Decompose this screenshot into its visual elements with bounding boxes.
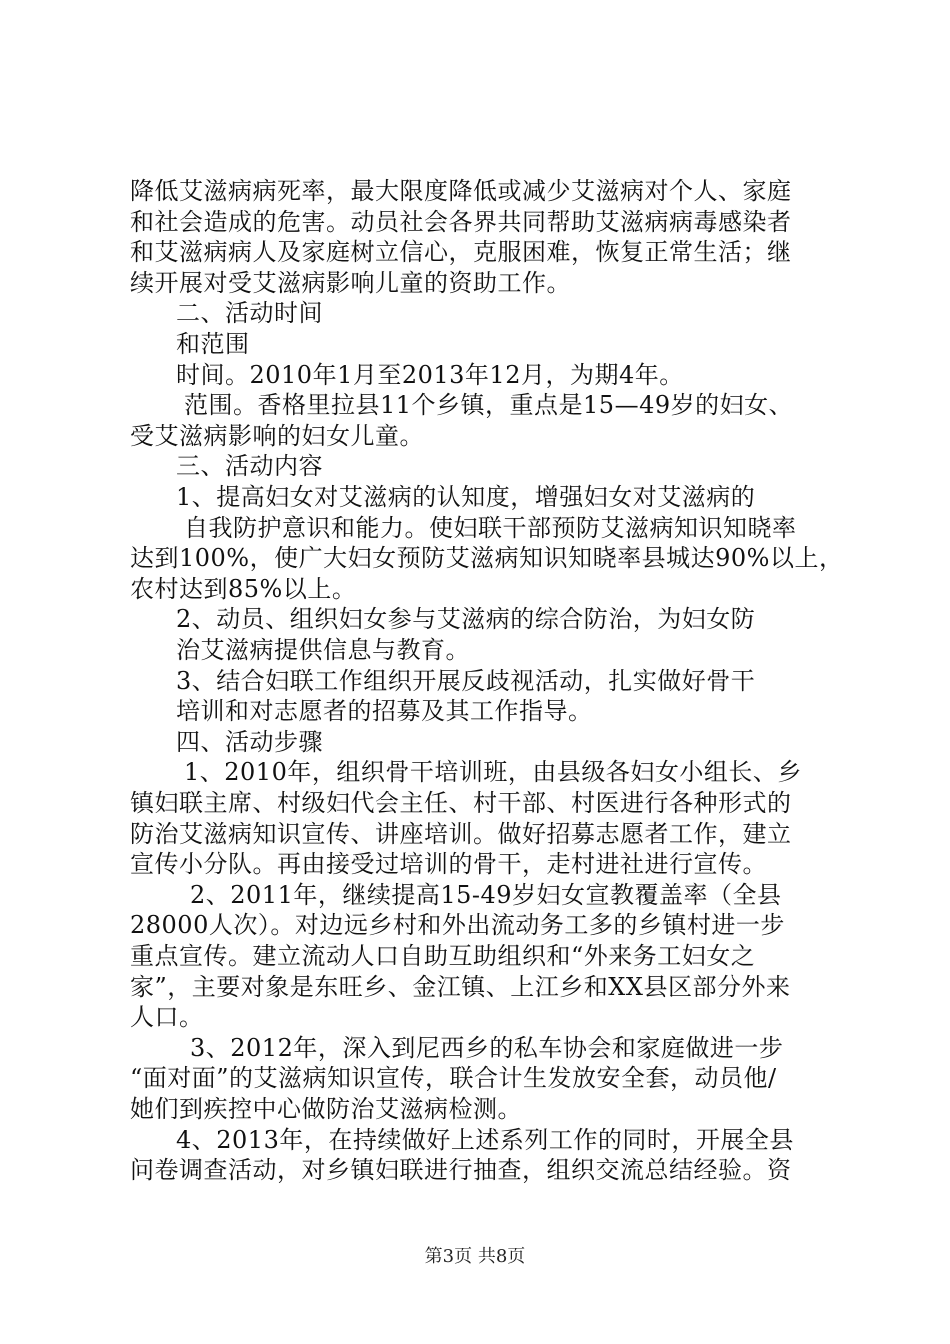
text-line: 2、动员、组织妇女参与艾滋病的综合防治，为妇女防 (176, 605, 756, 634)
text-line: 3、结合妇联工作组织开展反歧视活动，扎实做好骨干 (176, 666, 756, 695)
text-line: 人口。 (130, 1003, 204, 1032)
text-line: 达到100%，使广大妇女预防艾滋病知识知晓率县城达90%以上， (130, 544, 844, 573)
section-heading: 二、活动时间 (176, 299, 323, 328)
text-line: 28000人次）。对边远乡村和外出流动务工多的乡镇村进一步 (130, 911, 785, 940)
text-line: 受艾滋病影响的妇女儿童。 (130, 421, 424, 450)
text-line: 问卷调查活动，对乡镇妇联进行抽查，组织交流总结经验。资 (130, 1156, 792, 1185)
text-line: 1、提高妇女对艾滋病的认知度，增强妇女对艾滋病的 (176, 483, 756, 511)
text-line: 她们到疾控中心做防治艾滋病检测。 (130, 1095, 522, 1123)
text-line: 3、2012年，深入到尼西乡的私车协会和家庭做进一步 (190, 1033, 784, 1062)
text-line: 家”，主要对象是东旺乡、金江镇、上江乡和XX县区部分外来 (130, 972, 791, 1001)
text-line: 治艾滋病提供信息与教育。 (176, 636, 470, 664)
text-line: 培训和对志愿者的招募及其工作指导。 (176, 697, 593, 726)
section-heading-continued: 和范围 (176, 330, 250, 358)
page-footer: 第3页 共8页 (424, 1246, 526, 1267)
text-line: 宣传小分队。再由接受过培训的骨干，走村进社进行宣传。 (130, 850, 767, 879)
text-line: 和艾滋病病人及家庭树立信心，克服困难，恢复正常生活；继 (130, 238, 792, 267)
text-line: 重点宣传。建立流动人口自助互助组织和“外来务工妇女之 (130, 942, 756, 970)
text-line: 续开展对受艾滋病影响儿童的资助工作。 (130, 268, 571, 297)
text-line: 4、2013年，在持续做好上述系列工作的同时，开展全县 (176, 1125, 794, 1154)
text-line: 降低艾滋病病死率，最大限度降低或减少艾滋病对个人、家庭 (130, 177, 792, 205)
text-line: 镇妇联主席、村级妇代会主任、村干部、村医进行各种形式的 (130, 789, 792, 817)
text-line: “面对面”的艾滋病知识宣传，联合计生发放安全套，动员他/ (130, 1064, 777, 1093)
text-line: 和社会造成的危害。动员社会各界共同帮助艾滋病病毒感染者 (130, 207, 792, 236)
text-line: 时间。2010年1月至2013年12月，为期4年。 (176, 360, 684, 389)
text-line: 范围。香格里拉县11个乡镇，重点是15—49岁的妇女、 (184, 391, 794, 420)
text-line: 2、2011年，继续提高15-49岁妇女宣教覆盖率（全县 (190, 880, 782, 909)
text-line: 1、2010年，组织骨干培训班，由县级各妇女小组长、乡 (184, 758, 802, 787)
text-line: 自我防护意识和能力。使妇联干部预防艾滋病知识知晓率 (184, 513, 797, 542)
section-heading: 三、活动内容 (176, 452, 323, 481)
section-heading: 四、活动步骤 (176, 727, 323, 756)
text-line: 防治艾滋病知识宣传、讲座培训。做好招募志愿者工作，建立 (130, 819, 792, 848)
text-line: 农村达到85%以上。 (130, 574, 357, 603)
